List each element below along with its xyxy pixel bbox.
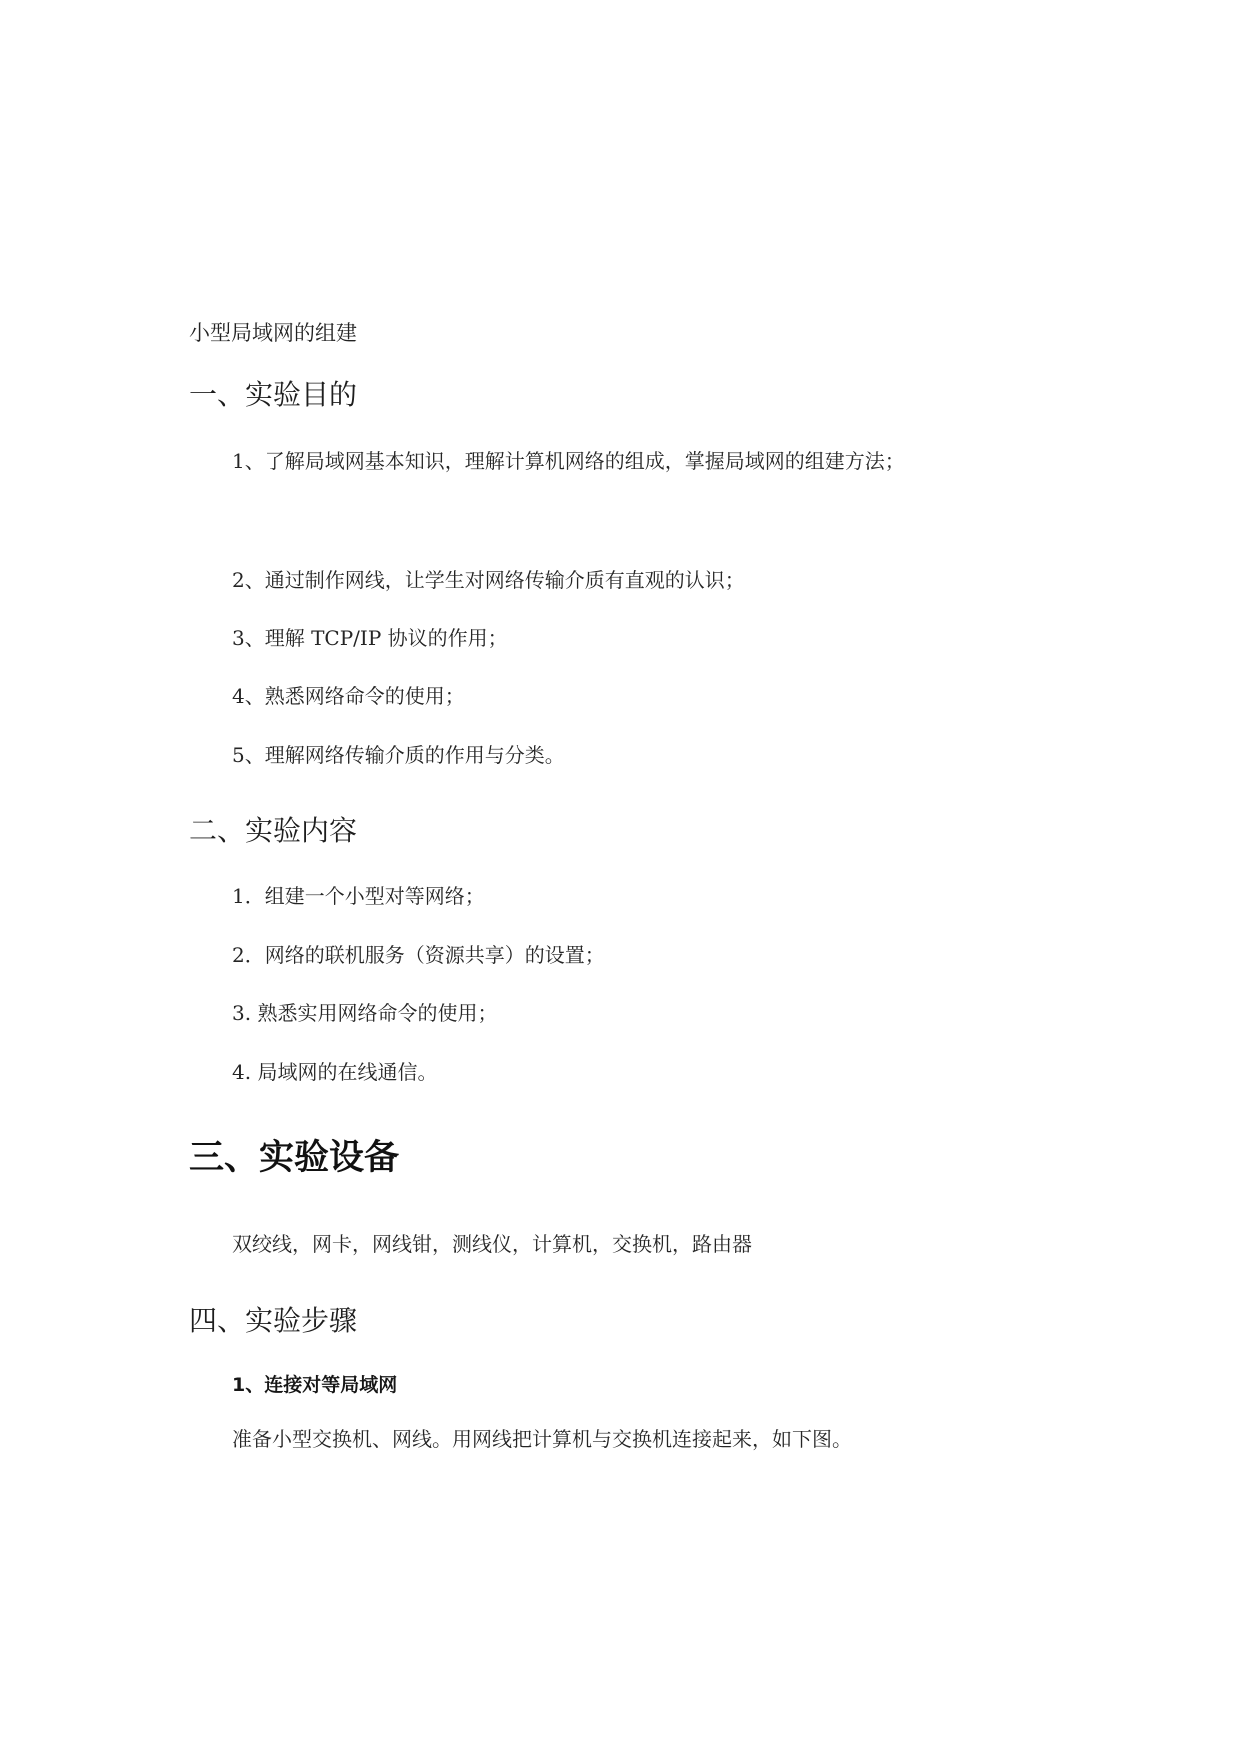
- step-1-text: 准备小型交换机、网线。用网线把计算机与交换机连接起来，如下图。: [232, 1427, 852, 1451]
- content-item-3: 3. 熟悉实用网络命令的使用；: [232, 1001, 498, 1025]
- content-item-4: 4. 局域网的在线通信。: [232, 1060, 438, 1084]
- document-title: 小型局域网的组建: [189, 321, 357, 345]
- content-item-2: 2．网络的联机服务（资源共享）的设置；: [232, 943, 605, 967]
- equipment-list: 双绞线，网卡，网线钳，测线仪，计算机，交换机，路由器: [232, 1232, 752, 1256]
- purpose-item-3: 3、理解 TCP/IP 协议的作用；: [232, 626, 508, 650]
- step-subheading-1: 1、连接对等局域网: [232, 1374, 398, 1396]
- section-heading-content: 二、实验内容: [189, 814, 358, 847]
- section-heading-purpose: 一、实验目的: [189, 378, 358, 411]
- section-heading-equipment: 三、实验设备: [189, 1138, 400, 1178]
- purpose-item-4: 4、熟悉网络命令的使用；: [232, 684, 465, 708]
- section-heading-steps: 四、实验步骤: [189, 1304, 358, 1337]
- content-item-1: 1．组建一个小型对等网络；: [232, 884, 485, 908]
- purpose-item-5: 5、理解网络传输介质的作用与分类。: [232, 743, 565, 767]
- purpose-item-2: 2、通过制作网线，让学生对网络传输介质有直观的认识；: [232, 568, 745, 592]
- purpose-item-1: 1、了解局域网基本知识，理解计算机网络的组成，掌握局域网的组建方法；: [232, 449, 905, 473]
